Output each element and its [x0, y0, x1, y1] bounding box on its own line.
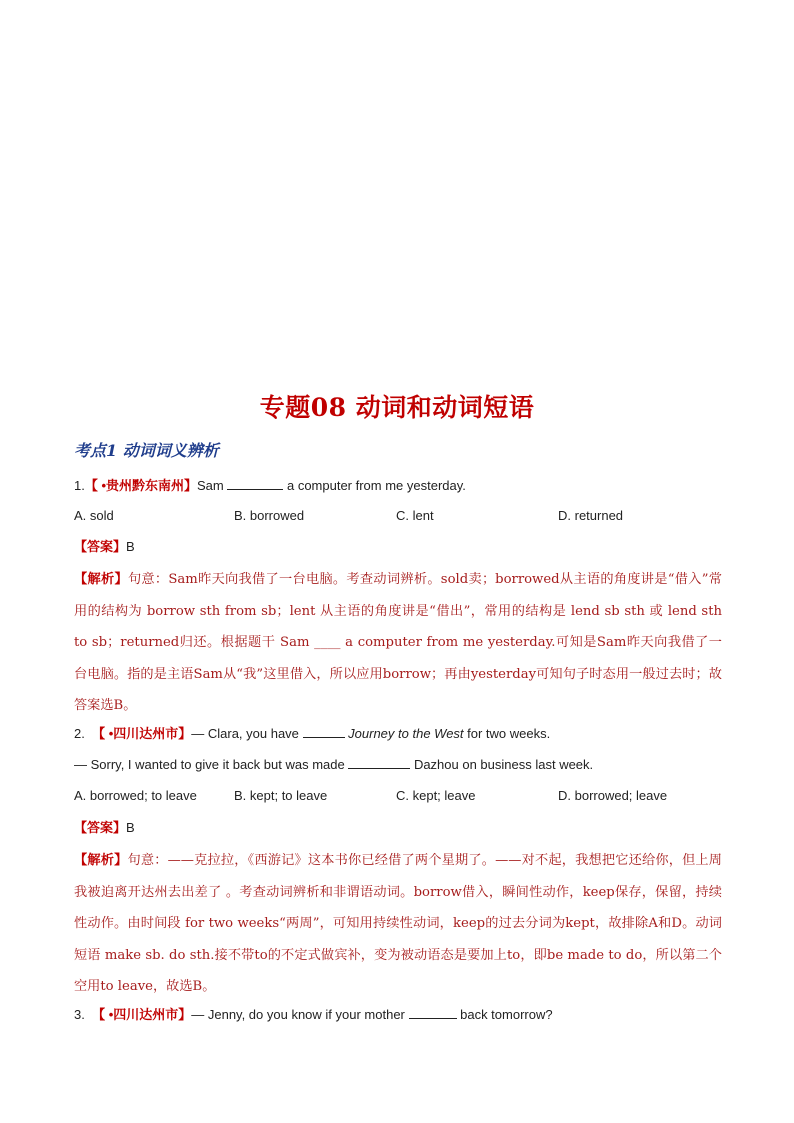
option-a: A. sold — [74, 508, 114, 523]
answer-1 — [74, 537, 135, 558]
question-stem-start: — Jenny, do you know if your mother — [191, 1007, 409, 1022]
answer-blank — [227, 477, 283, 490]
option-c: C. kept; leave — [396, 788, 476, 803]
question-2-reply — [74, 755, 593, 775]
analysis-text: 句意：——克拉拉，《西游记》这本书你已经借了两个星期了。——对不起，我想把它还给你，但上周我被迫离开达州去出差了 。考查动词辨析和非谓语动词。borrow借入，瞬间性动作，keep保存，保留，持续性动作。由时间段 for two weeks“两周”，可知用持续性动词，keep的过去分词为kept，故排除A和D。动词短语 make sb. do sth.接不带to的不定式做宾补，变为被动语态是要加上to，即be made to do，所以第二个空用to leave，故选B。 — [74, 853, 722, 994]
question-1 — [74, 476, 466, 496]
answer-value: B — [126, 820, 135, 835]
analysis-1 — [74, 564, 722, 722]
analysis-label: 【解析】 — [74, 572, 128, 587]
analysis-label: 【解析】 — [74, 853, 128, 868]
answer-label: 【答案】 — [74, 821, 127, 836]
question-stem-end: for two weeks. — [463, 726, 551, 741]
reply-start: — Sorry, I wanted to give it back but was made — [74, 757, 349, 772]
question-2 — [74, 724, 550, 744]
answer-value: B — [126, 539, 135, 554]
question-source: 【 •四川达州市】 — [92, 726, 192, 741]
option-d: D. returned — [558, 508, 624, 523]
analysis-text: 句意：Sam昨天向我借了一台电脑。考查动词辨析。sold卖；borrowed从主语的角度讲是“借入”常用的结构为 borrow sth from sb；lent 从主语的角度讲是“借出”，常用的结构是 lend sb sth 或 lend sth to sb；returned归还。根据题干 Sam ____ a computer from me yesterday.可知是Sam昨天向我借了一台电脑。指的是主语Sam从“我”这里借入，所以应用borrow；再由yesterday可知句子时态用一般过去时；故答案选B。 — [74, 572, 722, 713]
question-stem-end: back tomorrow? — [456, 1007, 553, 1022]
question-3 — [74, 1005, 553, 1025]
question-number: 3. — [74, 1007, 85, 1022]
question-stem-start: — Clara, you have — [191, 726, 303, 741]
answer-2 — [74, 818, 135, 839]
section-heading: 考点1 动词词义辨析 — [74, 441, 219, 460]
answer-blank — [303, 725, 345, 738]
answer-label: 【答案】 — [74, 540, 127, 555]
question-number: 1. — [74, 478, 85, 493]
answer-blank — [409, 1006, 457, 1019]
book-title: Journey to the West — [348, 726, 464, 741]
question-number: 2. — [74, 726, 85, 741]
answer-blank — [348, 756, 410, 769]
analysis-2 — [74, 845, 722, 1003]
option-b: B. borrowed — [234, 508, 305, 523]
option-b: B. kept; to leave — [234, 788, 328, 803]
option-a: A. borrowed; to leave — [74, 788, 197, 803]
question-source: 【 •四川达州市】 — [92, 1007, 192, 1022]
option-d: D. borrowed; leave — [558, 788, 668, 803]
reply-end: Dazhou on business last week. — [410, 757, 594, 772]
question-stem-start: Sam — [197, 478, 228, 493]
question-source: 【 •贵州黔东南州】 — [84, 478, 198, 493]
page-title: 专题08 动词和动词短语 — [259, 393, 535, 422]
option-c: C. lent — [396, 508, 434, 523]
question-stem-end: a computer from me yesterday. — [283, 478, 466, 493]
